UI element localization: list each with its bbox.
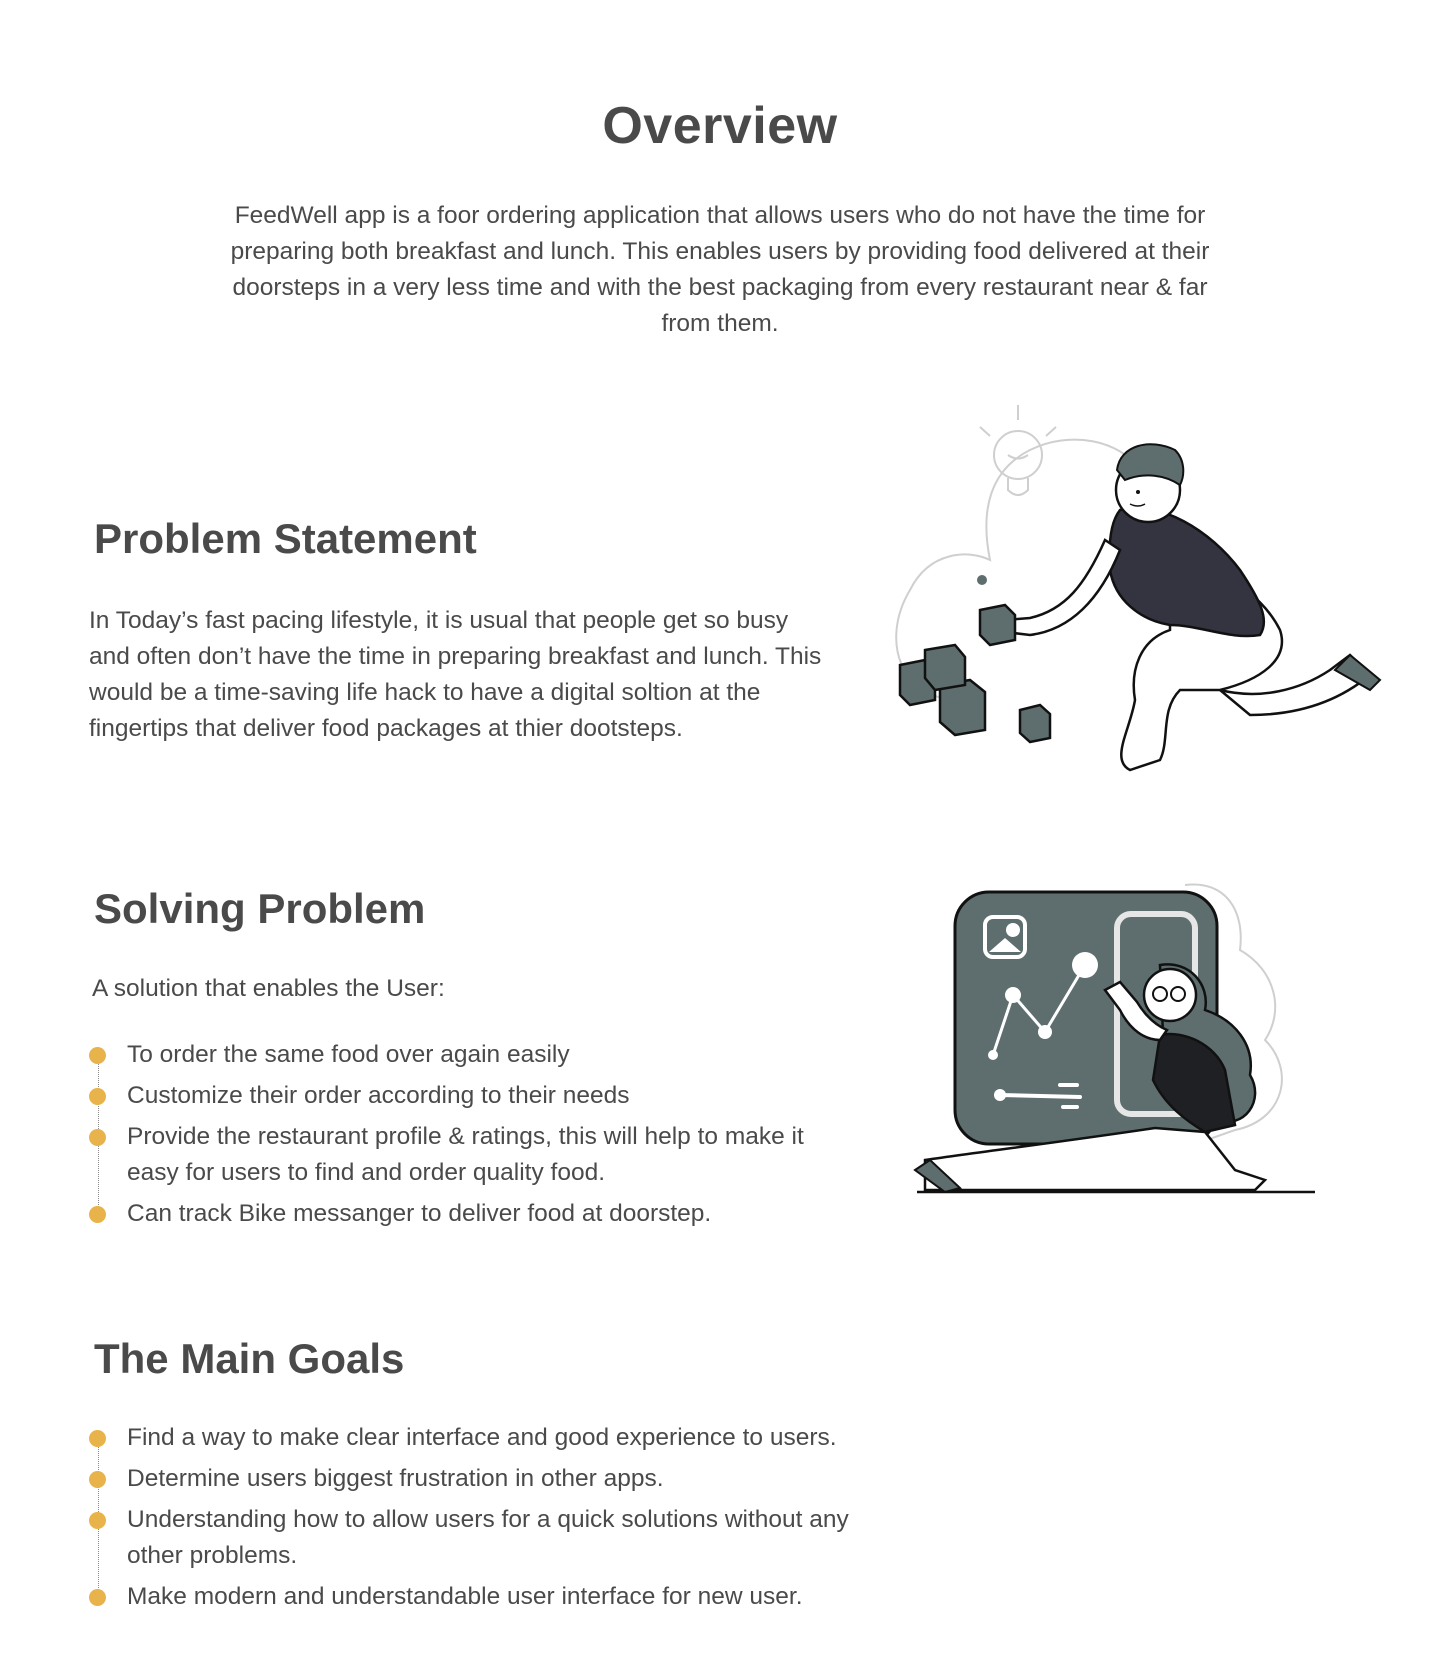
bullet-dot (89, 1129, 106, 1146)
list-item-text: Customize their order according to their needs (127, 1082, 630, 1109)
person-building-boxes-illustration (880, 400, 1400, 800)
list-item (88, 1461, 948, 1497)
bullet-dot (89, 1206, 106, 1223)
list-item-text: Find a way to make clear interface and good experience to users. (127, 1424, 837, 1451)
list-item-text: Make modern and understandable user interface for new user. (127, 1583, 803, 1610)
list-item-text: Can track Bike messanger to deliver food at doorstep. (127, 1200, 712, 1227)
overview-text: FeedWell app is a foor ordering application that allows users who do not have the time for preparing both breakfast and lunch. This enables users by providing food delivered at their doorsteps in a very less time and with the best packaging from every restaurant near & far from them. (230, 202, 1210, 337)
list-item (88, 1196, 948, 1232)
bullet-dot (89, 1589, 106, 1606)
list-item (88, 1037, 948, 1073)
list-item (88, 1579, 948, 1615)
solving-problem-title: Solving Problem (94, 885, 426, 932)
bullet-dot (89, 1430, 106, 1447)
solving-intro: A solution that enables the User: (92, 975, 445, 1002)
problem-statement-text: In Today’s fast pacing lifestyle, it is usual that people get so busy and often don’t have the time in preparing breakfast and lunch. This would be a time-saving life hack to have a digital soltion at the fingertips that deliver food packages at thier dootsteps. (89, 607, 822, 742)
list-item (88, 1119, 948, 1191)
list-item-text: Determine users biggest frustration in other apps. (127, 1465, 664, 1492)
main-goals-title: The Main Goals (94, 1335, 405, 1382)
bullet-dot (89, 1088, 106, 1105)
list-item (88, 1078, 948, 1114)
woman-pointing-chart-illustration (905, 870, 1345, 1230)
list-item-text: Provide the restaurant profile & ratings, this will help to make it easy for users to find and order quality food. (127, 1123, 804, 1186)
goals-list (88, 1420, 948, 1620)
list-item (88, 1502, 948, 1574)
solving-list (88, 1037, 948, 1237)
list-item-text: To order the same food over again easily (127, 1041, 570, 1068)
bullet-dot (89, 1471, 106, 1488)
problem-statement-title: Problem Statement (94, 515, 477, 562)
list-item (88, 1420, 948, 1456)
bullet-dot (89, 1512, 106, 1529)
list-item-text: Understanding how to allow users for a quick solutions without any other problems. (127, 1506, 849, 1569)
bullet-dot (89, 1047, 106, 1064)
overview-title: Overview (602, 97, 838, 155)
